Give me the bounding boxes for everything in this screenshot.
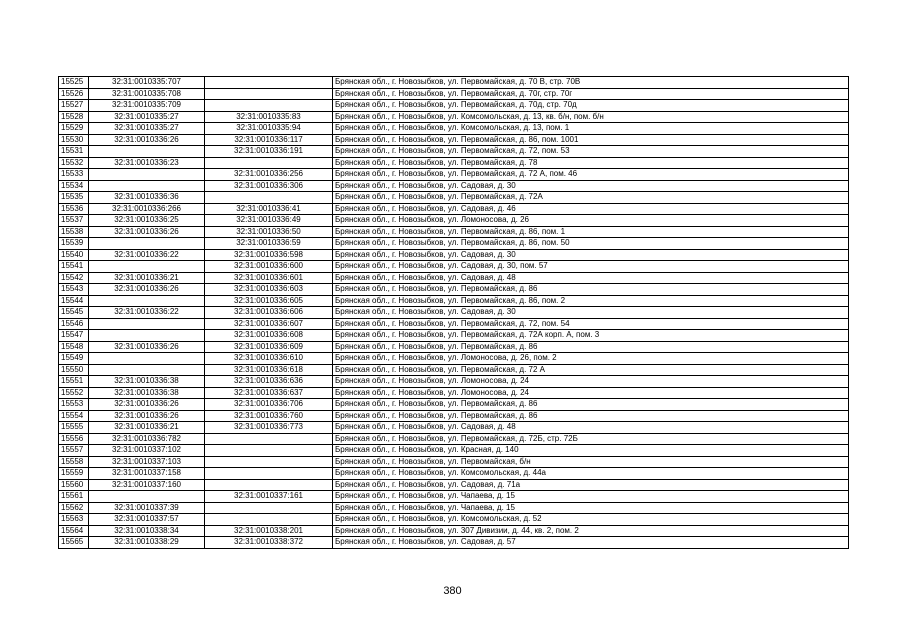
object-cadastral-number-cell: 32:31:0010336:608 (205, 330, 333, 342)
row-number-cell: 15558 (59, 456, 89, 468)
object-cadastral-number-cell: 32:31:0010335:83 (205, 111, 333, 123)
address-cell: Брянская обл., г. Новозыбков, ул. Первомайская, д. 70д, стр. 70д (333, 100, 849, 112)
parcel-cadastral-number-cell: 32:31:0010335:27 (89, 123, 205, 135)
row-number-cell: 15534 (59, 180, 89, 192)
address-cell: Брянская обл., г. Новозыбков, ул. Первомайская, д. 70г, стр. 70г (333, 88, 849, 100)
table-row (59, 238, 849, 250)
table-row (59, 422, 849, 434)
address-cell: Брянская обл., г. Новозыбков, ул. Ломоносова, д. 24 (333, 387, 849, 399)
parcel-cadastral-number-cell: 32:31:0010335:707 (89, 77, 205, 89)
table-row (59, 433, 849, 445)
row-number-cell: 15538 (59, 226, 89, 238)
address-cell: Брянская обл., г. Новозыбков, ул. Первомайская, д. 70 В, стр. 70В (333, 77, 849, 89)
object-cadastral-number-cell (205, 456, 333, 468)
parcel-cadastral-number-cell: 32:31:0010335:708 (89, 88, 205, 100)
object-cadastral-number-cell: 32:31:0010336:306 (205, 180, 333, 192)
row-number-cell: 15548 (59, 341, 89, 353)
row-number-cell: 15551 (59, 376, 89, 388)
address-cell: Брянская обл., г. Новозыбков, ул. Первомайская, б/н (333, 456, 849, 468)
row-number-cell: 15565 (59, 537, 89, 549)
address-cell: Брянская обл., г. Новозыбков, ул. Первомайская, д. 72Б, стр. 72Б (333, 433, 849, 445)
table-row (59, 307, 849, 319)
parcel-cadastral-number-cell: 32:31:0010336:21 (89, 422, 205, 434)
parcel-cadastral-number-cell (89, 169, 205, 181)
parcel-cadastral-number-cell: 32:31:0010336:38 (89, 376, 205, 388)
row-number-cell: 15528 (59, 111, 89, 123)
parcel-cadastral-number-cell: 32:31:0010336:25 (89, 215, 205, 227)
object-cadastral-number-cell: 32:31:0010336:50 (205, 226, 333, 238)
address-cell: Брянская обл., г. Новозыбков, ул. Первомайская, д. 86, пом. 2 (333, 295, 849, 307)
row-number-cell: 15556 (59, 433, 89, 445)
object-cadastral-number-cell: 32:31:0010336:607 (205, 318, 333, 330)
row-number-cell: 15557 (59, 445, 89, 457)
object-cadastral-number-cell (205, 445, 333, 457)
table-row (59, 364, 849, 376)
object-cadastral-number-cell (205, 502, 333, 514)
row-number-cell: 15531 (59, 146, 89, 158)
table-row (59, 399, 849, 411)
address-cell: Брянская обл., г. Новозыбков, ул. Садовая, д. 48 (333, 422, 849, 434)
table-row (59, 479, 849, 491)
table-row (59, 100, 849, 112)
parcel-cadastral-number-cell (89, 261, 205, 273)
address-cell: Брянская обл., г. Новозыбков, ул. Ломоносова, д. 24 (333, 376, 849, 388)
object-cadastral-number-cell (205, 88, 333, 100)
row-number-cell: 15564 (59, 525, 89, 537)
parcel-cadastral-number-cell (89, 146, 205, 158)
parcel-cadastral-number-cell: 32:31:0010336:26 (89, 226, 205, 238)
table-row (59, 525, 849, 537)
row-number-cell: 15544 (59, 295, 89, 307)
table-row (59, 157, 849, 169)
object-cadastral-number-cell (205, 433, 333, 445)
table-row (59, 169, 849, 181)
parcel-cadastral-number-cell (89, 353, 205, 365)
parcel-cadastral-number-cell: 32:31:0010336:26 (89, 134, 205, 146)
object-cadastral-number-cell: 32:31:0010336:41 (205, 203, 333, 215)
parcel-cadastral-number-cell: 32:31:0010337:102 (89, 445, 205, 457)
address-cell: Брянская обл., г. Новозыбков, ул. Первомайская, д. 78 (333, 157, 849, 169)
parcel-cadastral-number-cell: 32:31:0010336:26 (89, 341, 205, 353)
row-number-cell: 15549 (59, 353, 89, 365)
object-cadastral-number-cell: 32:31:0010336:706 (205, 399, 333, 411)
parcel-cadastral-number-cell (89, 238, 205, 250)
table-row (59, 192, 849, 204)
table-row (59, 456, 849, 468)
address-cell: Брянская обл., г. Новозыбков, ул. Садовая, д. 46 (333, 203, 849, 215)
address-cell: Брянская обл., г. Новозыбков, ул. Ломоносова, д. 26 (333, 215, 849, 227)
object-cadastral-number-cell: 32:31:0010336:191 (205, 146, 333, 158)
parcel-cadastral-number-cell: 32:31:0010337:57 (89, 514, 205, 526)
object-cadastral-number-cell: 32:31:0010336:609 (205, 341, 333, 353)
table-row (59, 502, 849, 514)
address-cell: Брянская обл., г. Новозыбков, ул. Первомайская, д. 86, пом. 1001 (333, 134, 849, 146)
row-number-cell: 15543 (59, 284, 89, 296)
object-cadastral-number-cell: 32:31:0010338:201 (205, 525, 333, 537)
row-number-cell: 15540 (59, 249, 89, 261)
row-number-cell: 15539 (59, 238, 89, 250)
row-number-cell: 15559 (59, 468, 89, 480)
row-number-cell: 15552 (59, 387, 89, 399)
address-cell: Брянская обл., г. Новозыбков, ул. Комсомольская, д. 13, пом. 1 (333, 123, 849, 135)
row-number-cell: 15532 (59, 157, 89, 169)
object-cadastral-number-cell (205, 479, 333, 491)
address-cell: Брянская обл., г. Новозыбков, ул. Первомайская, д. 86 (333, 341, 849, 353)
parcel-cadastral-number-cell: 32:31:0010337:158 (89, 468, 205, 480)
address-cell: Брянская обл., г. Новозыбков, ул. Комсомольская, д. 52 (333, 514, 849, 526)
parcel-cadastral-number-cell (89, 491, 205, 503)
table-row (59, 134, 849, 146)
row-number-cell: 15526 (59, 88, 89, 100)
address-cell: Брянская обл., г. Новозыбков, ул. Первомайская, д. 86 (333, 410, 849, 422)
table-row (59, 445, 849, 457)
object-cadastral-number-cell: 32:31:0010336:610 (205, 353, 333, 365)
object-cadastral-number-cell (205, 157, 333, 169)
row-number-cell: 15561 (59, 491, 89, 503)
row-number-cell: 15535 (59, 192, 89, 204)
object-cadastral-number-cell: 32:31:0010336:256 (205, 169, 333, 181)
parcel-cadastral-number-cell: 32:31:0010336:22 (89, 249, 205, 261)
parcel-cadastral-number-cell (89, 330, 205, 342)
table-row (59, 318, 849, 330)
address-cell: Брянская обл., г. Новозыбков, ул. Чапаева, д. 15 (333, 491, 849, 503)
page-number: 380 (443, 585, 462, 597)
address-cell: Брянская обл., г. Новозыбков, ул. Чапаева, д. 15 (333, 502, 849, 514)
table-row (59, 514, 849, 526)
parcel-cadastral-number-cell: 32:31:0010336:26 (89, 410, 205, 422)
row-number-cell: 15525 (59, 77, 89, 89)
table-row (59, 146, 849, 158)
object-cadastral-number-cell: 32:31:0010336:603 (205, 284, 333, 296)
parcel-cadastral-number-cell: 32:31:0010336:782 (89, 433, 205, 445)
parcel-cadastral-number-cell: 32:31:0010337:103 (89, 456, 205, 468)
table-row (59, 537, 849, 549)
parcel-cadastral-number-cell: 32:31:0010336:23 (89, 157, 205, 169)
object-cadastral-number-cell: 32:31:0010337:161 (205, 491, 333, 503)
parcel-cadastral-number-cell (89, 180, 205, 192)
row-number-cell: 15541 (59, 261, 89, 273)
object-cadastral-number-cell: 32:31:0010336:618 (205, 364, 333, 376)
parcel-cadastral-number-cell: 32:31:0010336:266 (89, 203, 205, 215)
object-cadastral-number-cell: 32:31:0010336:606 (205, 307, 333, 319)
object-cadastral-number-cell (205, 77, 333, 89)
parcel-cadastral-number-cell: 32:31:0010337:160 (89, 479, 205, 491)
table-row (59, 295, 849, 307)
row-number-cell: 15542 (59, 272, 89, 284)
table-row (59, 341, 849, 353)
registry-table (58, 76, 849, 549)
table-row (59, 376, 849, 388)
address-cell: Брянская обл., г. Новозыбков, ул. Первомайская, д. 72, пом. 54 (333, 318, 849, 330)
table-row (59, 468, 849, 480)
table-row (59, 272, 849, 284)
address-cell: Брянская обл., г. Новозыбков, ул. Первомайская, д. 86, пом. 1 (333, 226, 849, 238)
table-row (59, 88, 849, 100)
table-row (59, 249, 849, 261)
object-cadastral-number-cell: 32:31:0010336:117 (205, 134, 333, 146)
table-row (59, 410, 849, 422)
object-cadastral-number-cell: 32:31:0010336:636 (205, 376, 333, 388)
object-cadastral-number-cell: 32:31:0010336:49 (205, 215, 333, 227)
object-cadastral-number-cell: 32:31:0010336:760 (205, 410, 333, 422)
row-number-cell: 15547 (59, 330, 89, 342)
table-row (59, 77, 849, 89)
parcel-cadastral-number-cell (89, 295, 205, 307)
address-cell: Брянская обл., г. Новозыбков, ул. Садовая, д. 57 (333, 537, 849, 549)
parcel-cadastral-number-cell (89, 364, 205, 376)
table-row (59, 284, 849, 296)
parcel-cadastral-number-cell: 32:31:0010336:22 (89, 307, 205, 319)
address-cell: Брянская обл., г. Новозыбков, ул. Первомайская, д. 72А корп. А, пом. 3 (333, 330, 849, 342)
address-cell: Брянская обл., г. Новозыбков, ул. Садовая, д. 30, пом. 57 (333, 261, 849, 273)
row-number-cell: 15546 (59, 318, 89, 330)
object-cadastral-number-cell (205, 514, 333, 526)
parcel-cadastral-number-cell: 32:31:0010336:26 (89, 399, 205, 411)
object-cadastral-number-cell (205, 192, 333, 204)
row-number-cell: 15533 (59, 169, 89, 181)
object-cadastral-number-cell: 32:31:0010335:94 (205, 123, 333, 135)
address-cell: Брянская обл., г. Новозыбков, ул. Первомайская, д. 86, пом. 50 (333, 238, 849, 250)
address-cell: Брянская обл., г. Новозыбков, ул. Ломоносова, д. 26, пом. 2 (333, 353, 849, 365)
row-number-cell: 15554 (59, 410, 89, 422)
object-cadastral-number-cell: 32:31:0010336:59 (205, 238, 333, 250)
parcel-cadastral-number-cell: 32:31:0010338:29 (89, 537, 205, 549)
parcel-cadastral-number-cell: 32:31:0010338:34 (89, 525, 205, 537)
table-row (59, 226, 849, 238)
table-row (59, 123, 849, 135)
address-cell: Брянская обл., г. Новозыбков, ул. 307 Дивизии, д. 44, кв. 2, пом. 2 (333, 525, 849, 537)
address-cell: Брянская обл., г. Новозыбков, ул. Садовая, д. 30 (333, 180, 849, 192)
parcel-cadastral-number-cell: 32:31:0010337:39 (89, 502, 205, 514)
registry-table-body (59, 77, 849, 549)
row-number-cell: 15550 (59, 364, 89, 376)
address-cell: Брянская обл., г. Новозыбков, ул. Первомайская, д. 72 А, пом. 46 (333, 169, 849, 181)
row-number-cell: 15545 (59, 307, 89, 319)
address-cell: Брянская обл., г. Новозыбков, ул. Садовая, д. 30 (333, 249, 849, 261)
object-cadastral-number-cell: 32:31:0010336:637 (205, 387, 333, 399)
parcel-cadastral-number-cell: 32:31:0010336:21 (89, 272, 205, 284)
object-cadastral-number-cell: 32:31:0010336:601 (205, 272, 333, 284)
address-cell: Брянская обл., г. Новозыбков, ул. Садовая, д. 71а (333, 479, 849, 491)
table-row (59, 180, 849, 192)
row-number-cell: 15537 (59, 215, 89, 227)
address-cell: Брянская обл., г. Новозыбков, ул. Комсомольская, д. 13, кв. б/н, пом. б/н (333, 111, 849, 123)
parcel-cadastral-number-cell: 32:31:0010335:709 (89, 100, 205, 112)
row-number-cell: 15527 (59, 100, 89, 112)
table-row (59, 203, 849, 215)
address-cell: Брянская обл., г. Новозыбков, ул. Первомайская, д. 86 (333, 284, 849, 296)
row-number-cell: 15536 (59, 203, 89, 215)
object-cadastral-number-cell: 32:31:0010336:600 (205, 261, 333, 273)
object-cadastral-number-cell: 32:31:0010336:605 (205, 295, 333, 307)
row-number-cell: 15560 (59, 479, 89, 491)
address-cell: Брянская обл., г. Новозыбков, ул. Первомайская, д. 72, пом. 53 (333, 146, 849, 158)
address-cell: Брянская обл., г. Новозыбков, ул. Садовая, д. 30 (333, 307, 849, 319)
parcel-cadastral-number-cell: 32:31:0010335:27 (89, 111, 205, 123)
address-cell: Брянская обл., г. Новозыбков, ул. Комсомольская, д. 44а (333, 468, 849, 480)
address-cell: Брянская обл., г. Новозыбков, ул. Первомайская, д. 72 А (333, 364, 849, 376)
object-cadastral-number-cell: 32:31:0010336:598 (205, 249, 333, 261)
table-row (59, 261, 849, 273)
object-cadastral-number-cell: 32:31:0010338:372 (205, 537, 333, 549)
parcel-cadastral-number-cell (89, 318, 205, 330)
address-cell: Брянская обл., г. Новозыбков, ул. Красная, д. 140 (333, 445, 849, 457)
address-cell: Брянская обл., г. Новозыбков, ул. Первомайская, д. 72А (333, 192, 849, 204)
object-cadastral-number-cell (205, 468, 333, 480)
row-number-cell: 15553 (59, 399, 89, 411)
parcel-cadastral-number-cell: 32:31:0010336:36 (89, 192, 205, 204)
address-cell: Брянская обл., г. Новозыбков, ул. Первомайская, д. 86 (333, 399, 849, 411)
table-row (59, 215, 849, 227)
parcel-cadastral-number-cell: 32:31:0010336:26 (89, 284, 205, 296)
row-number-cell: 15529 (59, 123, 89, 135)
table-row (59, 491, 849, 503)
table-row (59, 111, 849, 123)
table-row (59, 330, 849, 342)
table-row (59, 387, 849, 399)
row-number-cell: 15563 (59, 514, 89, 526)
row-number-cell: 15562 (59, 502, 89, 514)
parcel-cadastral-number-cell: 32:31:0010336:38 (89, 387, 205, 399)
object-cadastral-number-cell (205, 100, 333, 112)
address-cell: Брянская обл., г. Новозыбков, ул. Садовая, д. 48 (333, 272, 849, 284)
row-number-cell: 15555 (59, 422, 89, 434)
row-number-cell: 15530 (59, 134, 89, 146)
table-row (59, 353, 849, 365)
object-cadastral-number-cell: 32:31:0010336:773 (205, 422, 333, 434)
